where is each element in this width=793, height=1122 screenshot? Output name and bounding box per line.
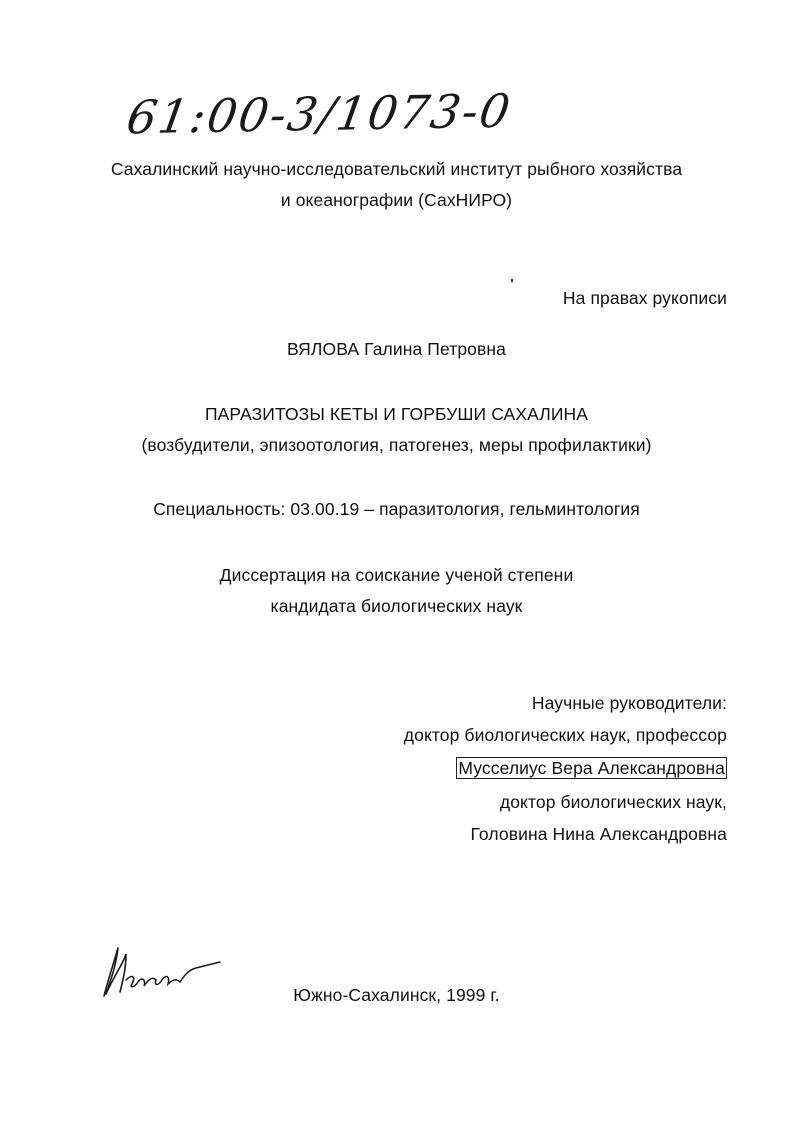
place-and-year: Южно-Сахалинск, 1999 г.	[293, 985, 500, 1005]
degree-line2: кандидата биологических наук	[270, 596, 523, 616]
handwritten-archive-code: 61:00-3/1073-0	[123, 83, 516, 145]
manuscript-rights-note: На правах рукописи	[562, 288, 727, 308]
specialty-line: Специальность: 03.00.19 – паразитология, гельминтология	[153, 499, 640, 519]
institute-name-line2: и океанографии (СахНИРО)	[280, 190, 513, 210]
institute-name-line1: Сахалинский научно-исследовательский институт рыбного хозяйства	[110, 159, 683, 179]
dissertation-subtitle: (возбудители, эпизоотология, патогенез, меры профилактики)	[141, 435, 652, 455]
supervisor2-name: Головина Нина Александровна	[470, 824, 727, 844]
scan-speck	[511, 279, 513, 282]
supervisors-heading: Научные руководители:	[531, 693, 727, 713]
supervisor1-name	[456, 757, 727, 779]
supervisor1-degree: доктор биологических наук, профессор	[403, 725, 727, 745]
supervisor2-degree: доктор биологических наук,	[499, 792, 727, 812]
dissertation-title: ПАРАЗИТОЗЫ КЕТЫ И ГОРБУШИ САХАЛИНА	[204, 404, 589, 424]
author-name: ВЯЛОВА Галина Петровна	[286, 339, 507, 359]
supervisor1-name-box: Мусселиус Вера Александровна	[458, 758, 725, 778]
degree-line1: Диссертация на соискание ученой степени	[219, 565, 574, 585]
